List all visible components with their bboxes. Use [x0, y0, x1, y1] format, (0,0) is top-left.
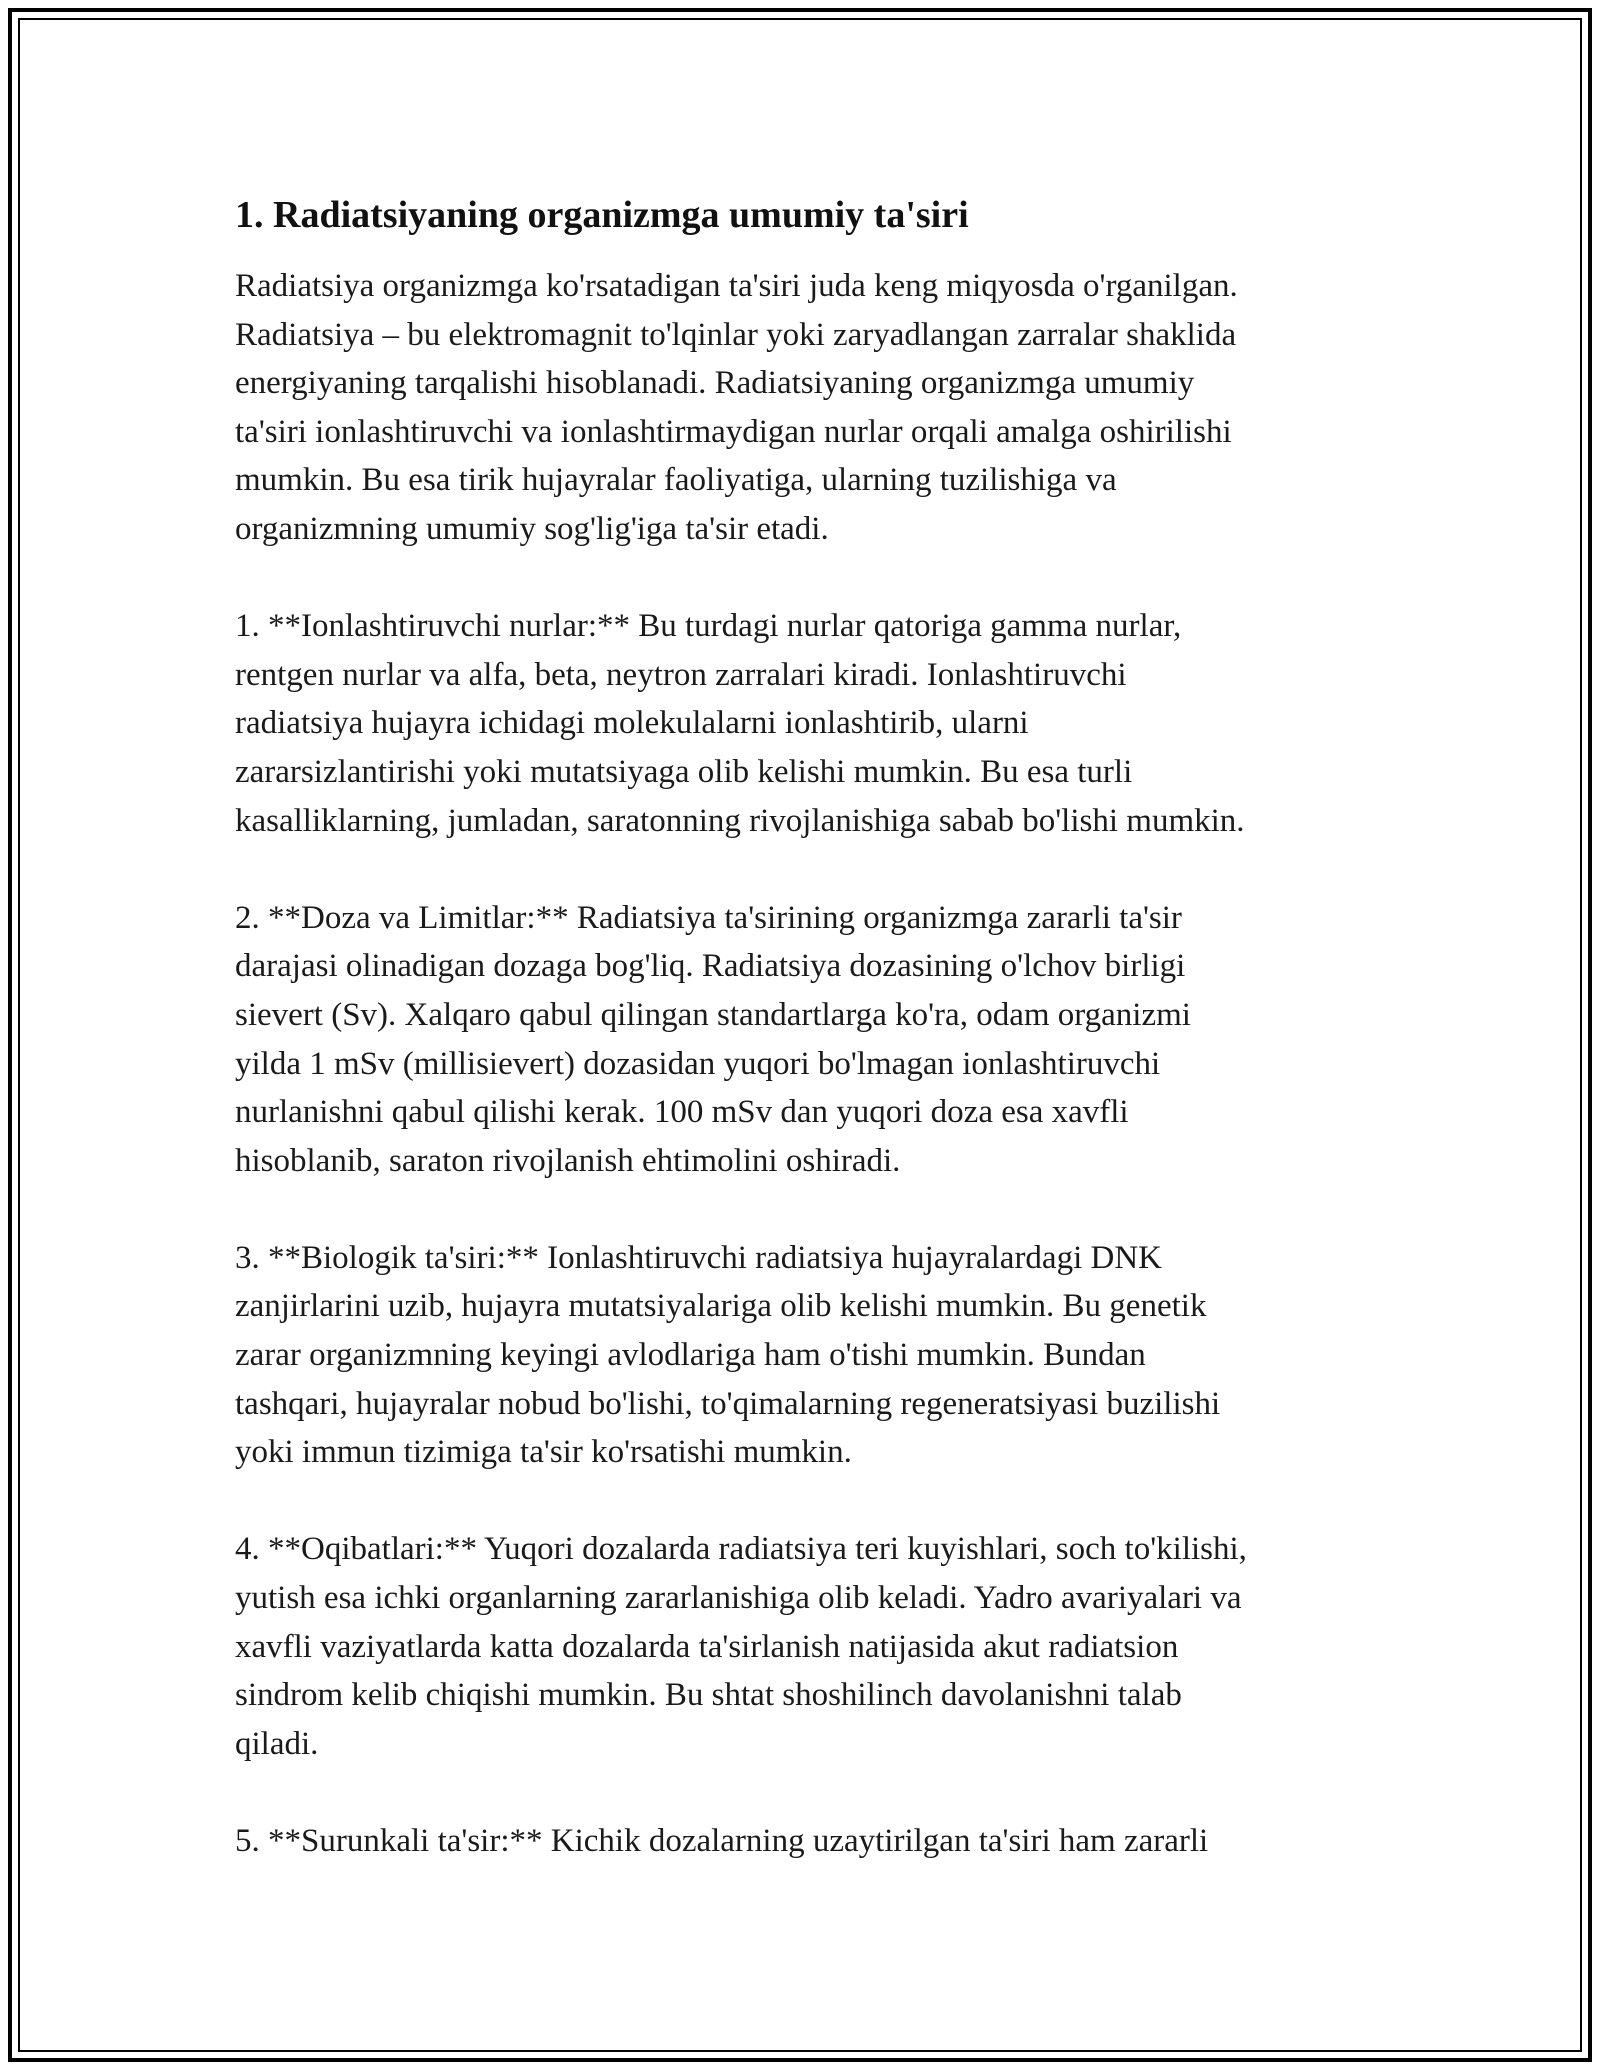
text-line: zarar organizmning keyingi avlodlariga ham o'tishi mumkin. Bundan — [235, 1337, 1146, 1374]
document-page — [235, 190, 1375, 1914]
text-line: tashqari, hujayralar nobud bo'lishi, to'qimalarning regeneratsiyasi buzilishi — [235, 1385, 1221, 1422]
paragraph-intro — [235, 262, 1375, 554]
paragraph-ionizing-rays — [235, 602, 1375, 845]
text-line: ta'siri ionlashtiruvchi va ionlashtirmaydigan nurlar orqali amalga oshirilishi — [235, 413, 1232, 450]
text-line: xavfli vaziyatlarda katta dozalarda ta'sirlanish natijasida akut radiatsion — [235, 1628, 1179, 1665]
text-line: darajasi olinadigan dozaga bog'liq. Radiatsiya dozasining o'lchov birligi — [235, 948, 1186, 985]
text-line: qiladi. — [235, 1725, 319, 1762]
text-line: Radiatsiya – bu elektromagnit to'lqinlar yoki zaryadlangan zarralar shaklida — [235, 316, 1237, 353]
text-line: 3. **Biologik ta'siri:** Ionlashtiruvchi radiatsiya hujayralardagi DNK — [235, 1239, 1162, 1276]
text-line: kasalliklarning, jumladan, saratonning rivojlanishiga sabab bo'lishi mumkin. — [235, 802, 1245, 839]
text-line: rentgen nurlar va alfa, beta, neytron zarralari kiradi. Ionlashtiruvchi — [235, 656, 1127, 693]
text-line: nurlanishni qabul qilishi kerak. 100 mSv dan yuqori doza esa xavfli — [235, 1094, 1129, 1131]
text-line: mumkin. Bu esa tirik hujayralar faoliyatiga, ularning tuzilishiga va — [235, 462, 1117, 499]
paragraph-biological-effect — [235, 1234, 1375, 1477]
text-line: organizmning umumiy sog'lig'iga ta'sir etadi. — [235, 510, 829, 547]
document-title: 1. Radiatsiyaning organizmga umumiy ta'siri — [235, 194, 969, 236]
text-line: yilda 1 mSv (millisievert) dozasidan yuqori bo'lmagan ionlashtiruvchi — [235, 1045, 1161, 1082]
text-line: radiatsiya hujayra ichidagi molekulalarni ionlashtirib, ularni — [235, 705, 1029, 742]
paragraph-dose-limits — [235, 894, 1375, 1186]
text-line: energiyaning tarqalishi hisoblanadi. Radiatsiyaning organizmga umumiy — [235, 365, 1195, 402]
paragraph-chronic-effect — [235, 1817, 1375, 1866]
text-line: yutish esa ichki organlarning zararlanishiga olib keladi. Yadro avariyalari va — [235, 1580, 1242, 1617]
text-line: yoki immun tizimiga ta'sir ko'rsatishi mumkin. — [235, 1434, 852, 1471]
text-line: 5. **Surunkali ta'sir:** Kichik dozalarning uzaytirilgan ta'siri ham zararli — [235, 1823, 1209, 1859]
text-line: zanjirlarini uzib, hujayra mutatsiyalariga olib kelishi mumkin. Bu genetik — [235, 1288, 1207, 1325]
text-line: 4. **Oqibatlari:** Yuqori dozalarda radiatsiya teri kuyishlari, soch to'kilishi, — [235, 1531, 1247, 1568]
text-line: zararsizlantirishi yoki mutatsiyaga olib kelishi mumkin. Bu esa turli — [235, 753, 1133, 790]
text-line: sievert (Sv). Xalqaro qabul qilingan standartlarga ko'ra, odam organizmi — [235, 996, 1191, 1033]
text-line: sindrom kelib chiqishi mumkin. Bu shtat shoshilinch davolanishni talab — [235, 1677, 1182, 1714]
text-line: Radiatsiya organizmga ko'rsatadigan ta'siri juda keng miqyosda o'rganilgan. — [235, 268, 1238, 304]
text-line: 2. **Doza va Limitlar:** Radiatsiya ta'sirining organizmga zararli ta'sir — [235, 899, 1182, 936]
paragraph-consequences — [235, 1525, 1375, 1768]
text-line: hisoblanib, saraton rivojlanish ehtimolini oshiradi. — [235, 1142, 901, 1179]
text-line: 1. **Ionlashtiruvchi nurlar:** Bu turdagi nurlar qatoriga gamma nurlar, — [235, 608, 1182, 645]
